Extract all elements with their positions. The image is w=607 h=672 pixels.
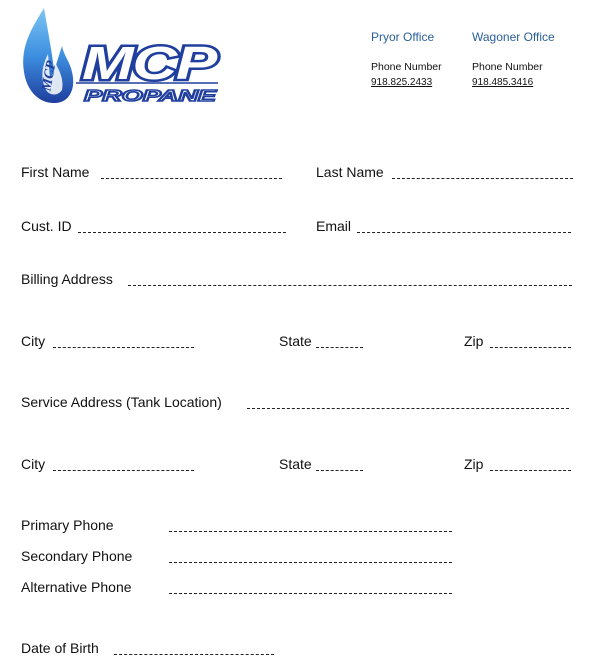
dob-label: Date of Birth (21, 640, 99, 656)
service-zip-label: Zip (464, 456, 484, 472)
billing-state-line[interactable] (316, 347, 363, 348)
secondary-phone-line[interactable] (169, 562, 452, 563)
wagoner-office-title: Wagoner Office (472, 30, 555, 44)
dob-line[interactable] (114, 654, 274, 655)
primary-phone-label: Primary Phone (21, 517, 114, 533)
mcp-propane-logo (18, 6, 223, 106)
service-city-line[interactable] (53, 470, 194, 471)
billing-zip-line[interactable] (490, 347, 571, 348)
last-name-line[interactable] (392, 178, 573, 179)
cust-id-line[interactable] (78, 232, 286, 233)
wagoner-phone-number[interactable]: 918.485.3416 (472, 77, 534, 88)
email-label: Email (316, 218, 352, 234)
service-address-line[interactable] (247, 408, 569, 409)
pryor-office-title: Pryor Office (371, 30, 435, 44)
service-city-label: City (21, 456, 46, 472)
billing-zip-label: Zip (464, 333, 484, 349)
email-line[interactable] (357, 232, 571, 233)
alternative-phone-label: Alternative Phone (21, 579, 132, 595)
secondary-phone-label: Secondary Phone (21, 548, 133, 564)
wagoner-phone-label: Phone Number (472, 61, 543, 73)
billing-state-label: State (279, 333, 312, 349)
billing-address-label: Billing Address (21, 271, 113, 287)
pryor-phone-number[interactable]: 918.825.2433 (371, 77, 433, 88)
pryor-phone-label: Phone Number (371, 61, 442, 73)
billing-address-line[interactable] (128, 285, 572, 286)
billing-city-line[interactable] (53, 347, 194, 348)
emblem-text: MCP (39, 59, 60, 93)
first-name-line[interactable] (101, 178, 282, 179)
service-state-line[interactable] (316, 470, 363, 471)
primary-phone-line[interactable] (169, 531, 452, 532)
service-zip-line[interactable] (490, 470, 571, 471)
alternative-phone-line[interactable] (169, 593, 452, 594)
service-address-label: Service Address (Tank Location) (21, 394, 222, 410)
cust-id-label: Cust. ID (21, 218, 72, 234)
logo-mcp-text: MCP (82, 37, 218, 89)
logo-propane-text: PROPANE (84, 88, 219, 105)
last-name-label: Last Name (316, 164, 384, 180)
service-state-label: State (279, 456, 312, 472)
first-name-label: First Name (21, 164, 90, 180)
billing-city-label: City (21, 333, 46, 349)
